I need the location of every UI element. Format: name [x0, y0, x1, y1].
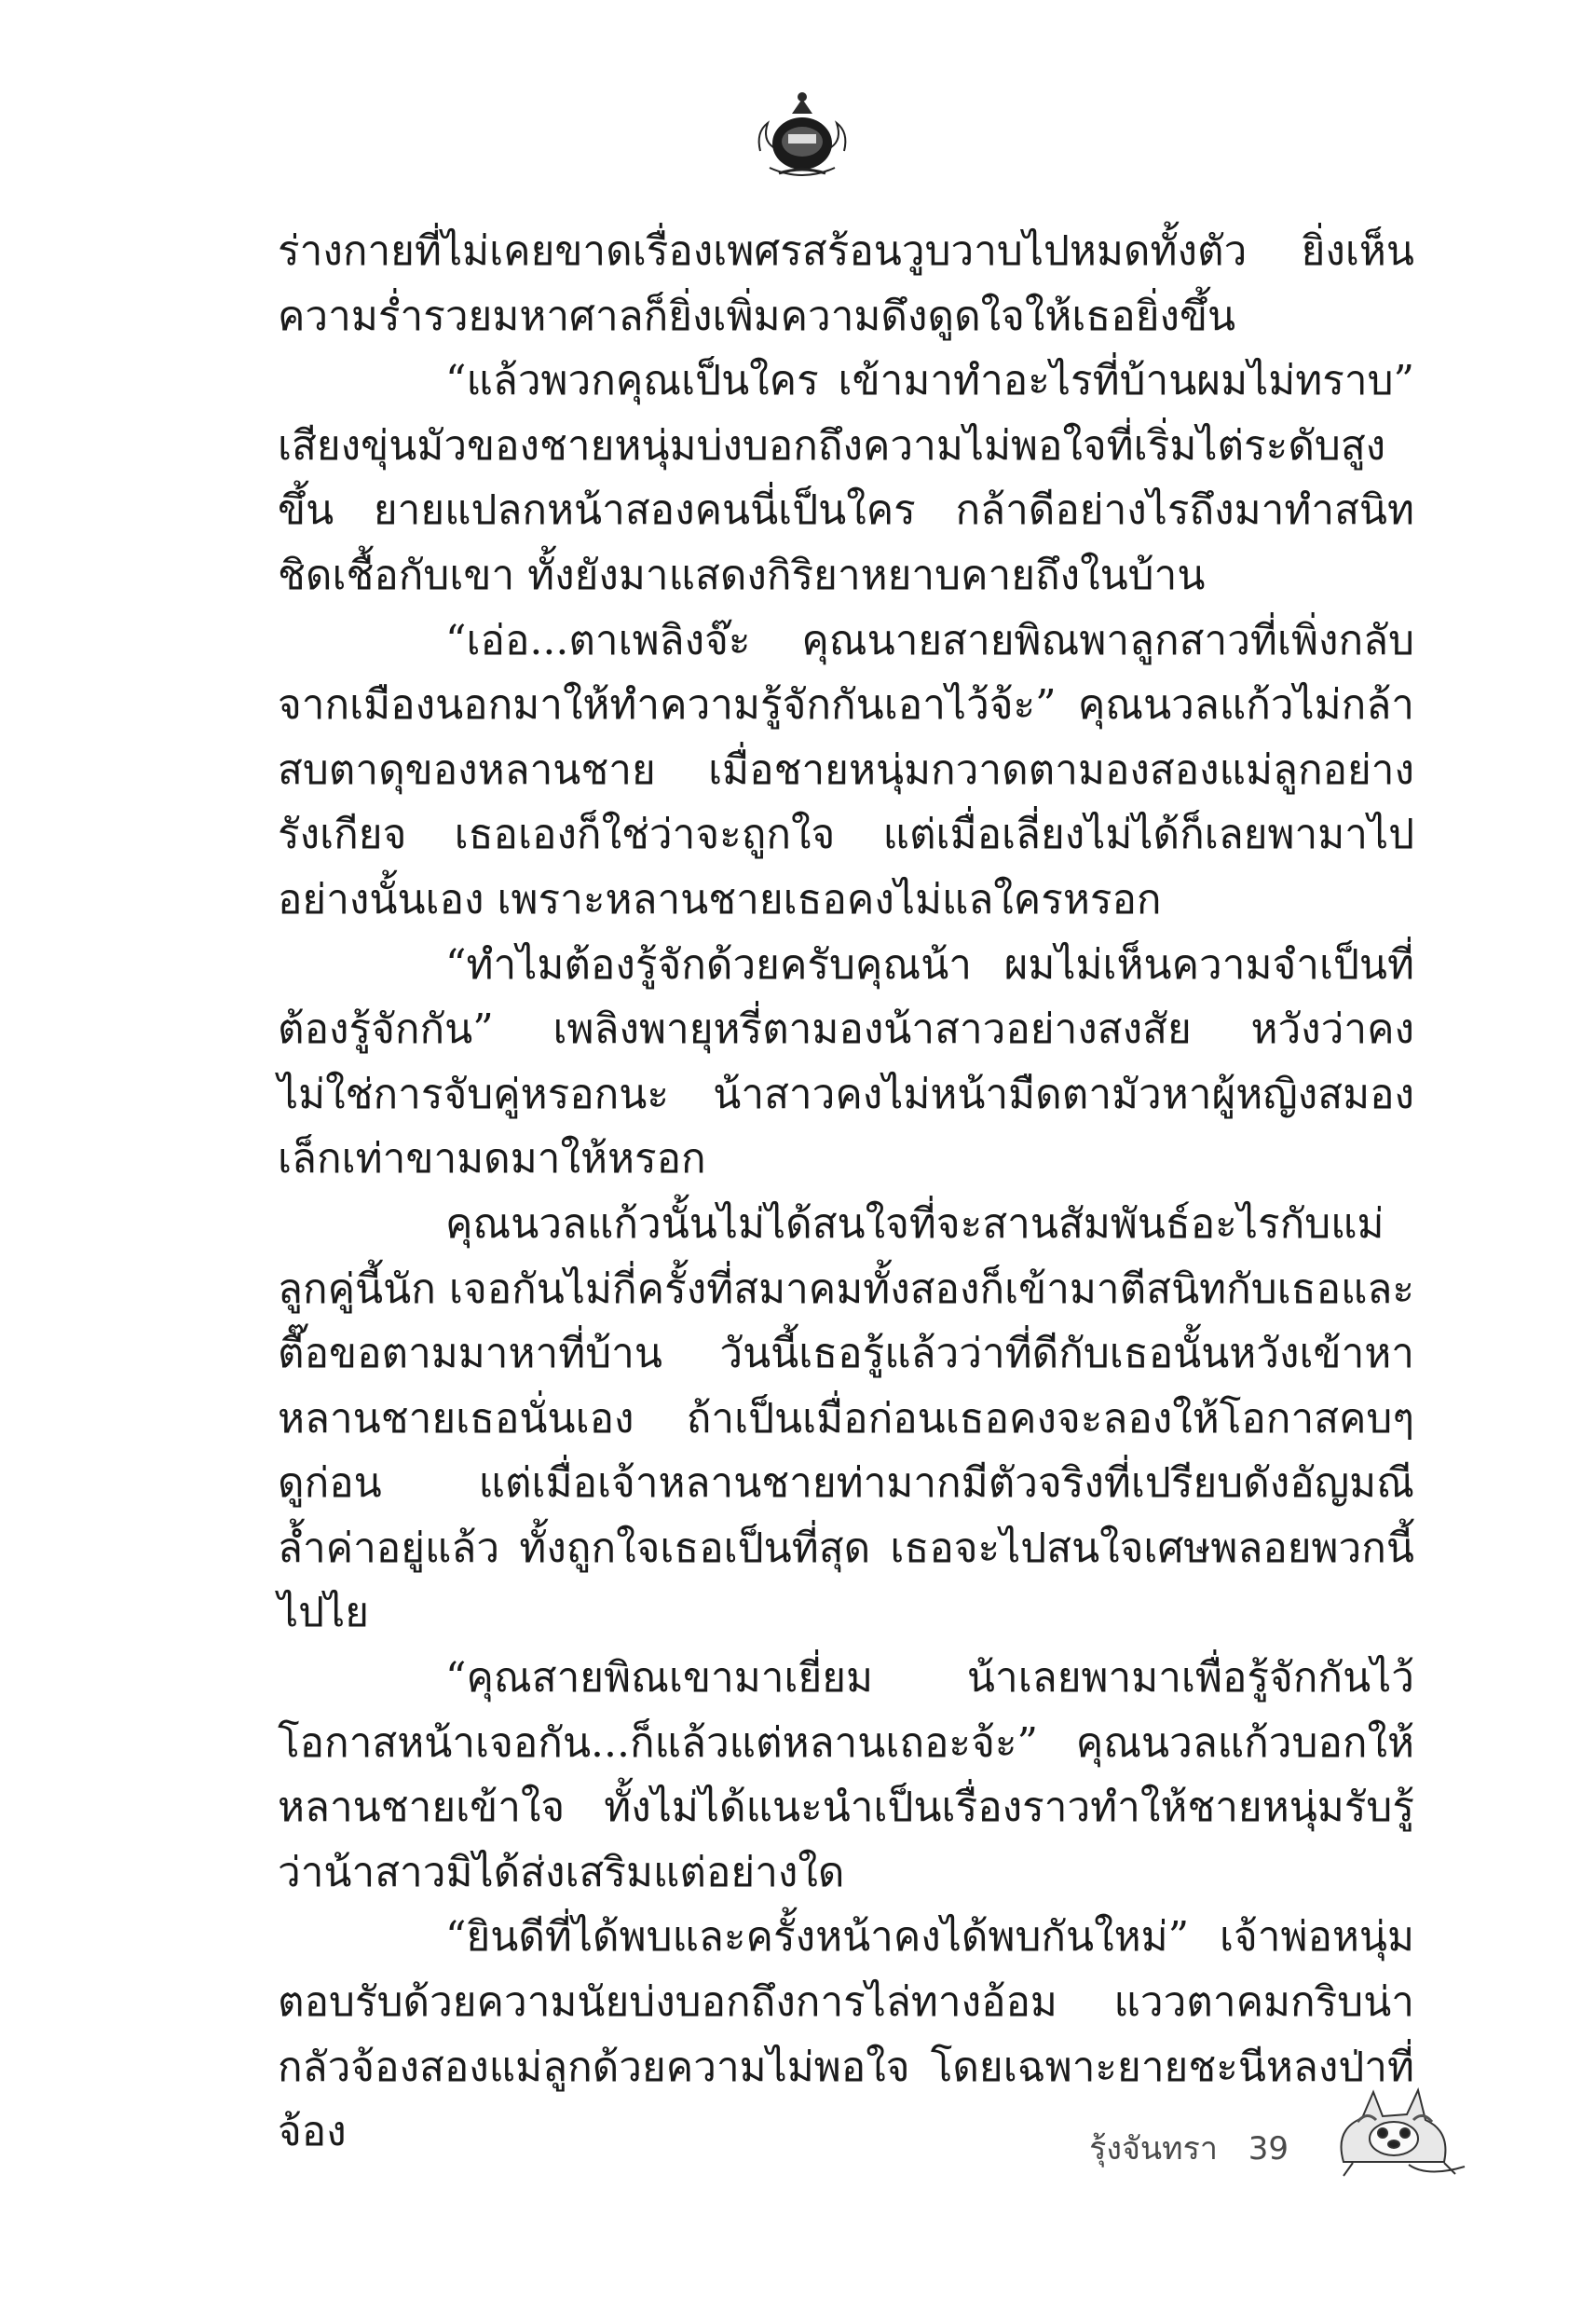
page-footer — [1089, 2123, 1289, 2173]
page-number: 39 — [1248, 2130, 1289, 2167]
paragraph: “เอ่อ...ตาเพลิงจ๊ะ คุณนายสายพิณพาลูกสาวที่เพิ่งกลับจากเมืองนอกมาให้ทำความรู้จักกันเอาไว้จ้ะ” คุณนวลแก้วไม่กล้าสบตาดุของหลานชาย เมื่อชายหนุ่มกวาดตามองสองแม่ลูกอย่างรังเกียจ เธอเองก็ใช่ว่าจะถูกใจ แต่เมื่อเลี่ยงไม่ได้ก็เลยพามาไปอย่างนั้นเอง เพราะหลานชายเธอคงไม่แลใครหรอก — [278, 616, 1414, 923]
paragraph: “ยินดีที่ได้พบและครั้งหน้าคงได้พบกันใหม่” เจ้าพ่อหนุ่มตอบรับด้วยความนัยบ่งบอกถึงการไล่ทางอ้อม แววตาคมกริบน่ากลัวจ้องสองแม่ลูกด้วยความไม่พอใจ โดยเฉพาะยายชะนีหลงป่าที่จ้อง — [278, 1913, 1414, 2156]
paragraph: คุณนวลแก้วนั้นไม่ได้สนใจที่จะสานสัมพันธ์อะไรกับแม่ลูกคู่นี้นัก เจอกันไม่กี่ครั้งที่สมาคมทั้งสองก็เข้ามาตีสนิทกับเธอและตื๊อขอตามมาหาที่บ้าน วันนี้เธอรู้แล้วว่าที่ดีกับเธอนั้นหวังเข้าหาหลานชายเธอนั่นเอง ถ้าเป็นเมื่อก่อนเธอคงจะลองให้โอกาสคบๆ ดูก่อน แต่เมื่อเจ้าหลานชายท่ามากมีตัวจริงที่เปรียบดังอัญมณีล้ำค่าอยู่แล้ว ทั้งถูกใจเธอเป็นที่สุด เธอจะไปสนใจเศษพลอยพวกนี้ไปไย — [278, 1199, 1414, 1637]
paragraph: “แล้วพวกคุณเป็นใคร เข้ามาทำอะไรที่บ้านผมไม่ทราบ” เสียงขุ่นมัวของชายหนุ่มบ่งบอกถึงความไม่พอใจที่เริ่มไต่ระดับสูงขึ้น ยายแปลกหน้าสองคนนี่เป็นใคร กล้าดีอย่างไรถึงมาทำสนิทชิดเชื้อกับเขา ทั้งยังมาแสดงกิริยาหยาบคายถึงในบ้าน — [278, 357, 1414, 599]
paragraph: ร่างกายที่ไม่เคยขาดเรื่องเพศรสร้อนวูบวาบไปหมดทั้งตัว ยิ่งเห็นความร่ำรวยมหาศาลก็ยิ่งเพิ่มความดึงดูดใจให้เธอยิ่งขึ้น — [278, 227, 1414, 340]
ornament-emblem-icon — [751, 86, 853, 188]
book-title: รุ้งจันทรา — [1089, 2130, 1218, 2167]
paragraph: “คุณสายพิณเขามาเยี่ยม น้าเลยพามาเพื่อรู้จักกันไว้ โอกาสหน้าเจอกัน...ก็แล้วแต่หลานเถอะจ้ะ” คุณนวลแก้วบอกให้หลานชายเข้าใจ ทั้งไม่ได้แนะนำเป็นเรื่องราวทำให้ชายหนุ่มรับรู้ว่าน้าสาวมิได้ส่งเสริมแต่อย่างใด — [278, 1654, 1414, 1896]
cartoon-cat-icon — [1325, 2073, 1474, 2185]
paragraph: “ทำไมต้องรู้จักด้วยครับคุณน้า ผมไม่เห็นความจำเป็นที่ต้องรู้จักกัน” เพลิงพายุหรี่ตามองน้าสาวอย่างสงสัย หวังว่าคงไม่ใช่การจับคู่หรอกนะ น้าสาวคงไม่หน้ามืดตามัวหาผู้หญิงสมองเล็กเท่าขามดมาให้หรอก — [278, 940, 1414, 1183]
body-text — [278, 219, 1414, 2165]
